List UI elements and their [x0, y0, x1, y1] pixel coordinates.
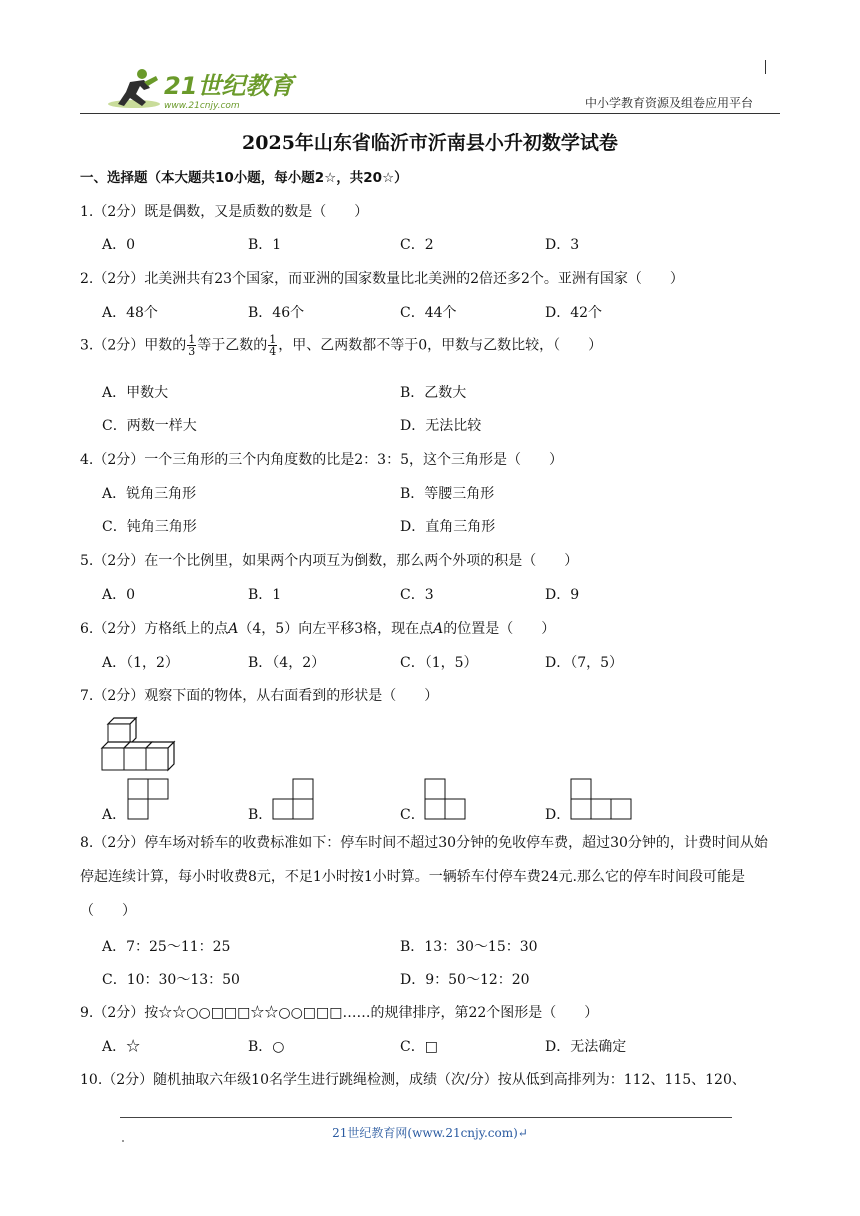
- q3-text-a: 3.（2分）甲数的: [80, 337, 187, 354]
- question-6: [80, 618, 555, 638]
- fraction-2-numerator: 1: [269, 333, 277, 346]
- q8-option-a: A．7：25～11：25: [102, 939, 231, 955]
- q6-option-a: A．（1，2）: [102, 655, 179, 671]
- q7-option-c: C．: [400, 807, 425, 823]
- question-1: 1.（2分）既是偶数，又是质数的数是（ ）: [80, 204, 369, 220]
- question-8: 8.（2分）停车场对轿车的收费标准如下：停车时间不超过30分钟的免收停车费，超过30分钟的，计费时间从始停起连续计算，每小时收费8元，不足1小时按1小时算。一辆轿车付停车费24元.那么它的停车时间段可能是（ ）: [80, 835, 768, 919]
- q3-text-b: 等于乙数的: [197, 337, 268, 354]
- option-c-view-icon: [424, 778, 468, 820]
- q7-option-a: A．: [102, 807, 127, 823]
- q2-option-a: A．48个: [102, 305, 158, 321]
- page-title: 2025年山东省临沂市沂南县小升初数学试卷: [242, 132, 618, 154]
- question-2: 2.（2分）北美洲共有23个国家，而亚洲的国家数量比北美洲的2倍还多2个。亚洲有国家（ ）: [80, 271, 684, 287]
- q3-option-c: C．两数一样大: [102, 418, 197, 434]
- q2-option-d: D．42个: [545, 305, 603, 321]
- footer-text: 21世纪教育网(www.21cnjy.com)↵: [332, 1126, 528, 1140]
- fraction-one-third: [187, 334, 196, 357]
- header-mark: [765, 60, 766, 74]
- question-7: 7.（2分）观察下面的物体，从右面看到的形状是（ ）: [80, 688, 439, 704]
- q2-option-c: C．44个: [400, 305, 457, 321]
- q8-option-c: C．10：30～13：50: [102, 972, 240, 988]
- question-10: 10.（2分）随机抽取六年级10名学生进行跳绳检测，成绩（次/分）按从低到高排列为：112、115、120、: [80, 1072, 746, 1088]
- q2-option-b: B．46个: [248, 305, 305, 321]
- fraction-1-denominator: 3: [188, 345, 196, 358]
- q9-option-c: C．□: [400, 1039, 438, 1055]
- q4-option-b: B．等腰三角形: [400, 486, 495, 502]
- q7-option-b: B．: [248, 807, 273, 823]
- header-platform-text: 中小学教育资源及组卷应用平台: [585, 96, 754, 110]
- option-b-view-icon: [272, 778, 334, 820]
- q1-option-a: A．0: [102, 237, 136, 253]
- q1-option-d: D．3: [545, 237, 580, 253]
- q6-text-a: 6.（2分）方格纸上的点: [80, 621, 229, 637]
- q4-option-c: C．钝角三角形: [102, 519, 197, 535]
- fraction-1-numerator: 1: [188, 333, 196, 346]
- cube-figure: [100, 716, 184, 774]
- q3-text-c: ，甲、乙两数都不等于0，甲数与乙数比较，（ ）: [278, 337, 603, 354]
- q3-option-d: D．无法比较: [400, 418, 482, 434]
- logo-text: 21世纪教育: [164, 72, 294, 100]
- q5-option-a: A．0: [102, 587, 136, 603]
- q1-option-c: C．2: [400, 237, 434, 253]
- q5-option-c: C．3: [400, 587, 434, 603]
- q6-option-c: C．（1，5）: [400, 655, 478, 671]
- fraction-one-fourth: [268, 334, 277, 357]
- q6-option-b: B．（4，2）: [248, 655, 326, 671]
- q6-text-b: （4，5）向左平移3格，现在点: [238, 621, 434, 637]
- question-4: 4.（2分）一个三角形的三个内角度数的比是2：3：5，这个三角形是（ ）: [80, 452, 563, 468]
- header-divider: [80, 113, 780, 114]
- option-a-view-icon: [127, 778, 169, 820]
- q9-option-a: A．☆: [102, 1039, 141, 1055]
- fraction-2-denominator: 4: [269, 345, 277, 358]
- q9-option-b: B．○: [248, 1039, 285, 1055]
- runner-logo-icon: [104, 66, 294, 112]
- logo-url: www.21cnjy.com: [164, 101, 240, 111]
- q5-option-b: B．1: [248, 587, 282, 603]
- question-3: [80, 334, 602, 357]
- q7-option-d: D．: [545, 807, 571, 823]
- q3-option-b: B．乙数大: [400, 385, 467, 401]
- q4-option-a: A．锐角三角形: [102, 486, 197, 502]
- q1-option-b: B．1: [248, 237, 282, 253]
- q6-text-c: 的位置是（ ）: [443, 621, 556, 637]
- q5-option-d: D．9: [545, 587, 580, 603]
- question-5: 5.（2分）在一个比例里，如果两个内项互为倒数，那么两个外项的积是（ ）: [80, 553, 579, 569]
- footer-dot: [122, 1140, 124, 1142]
- footer-divider: [120, 1117, 732, 1118]
- question-9: 9.（2分）按☆☆○○□□□☆☆○○□□□……的规律排序，第22个图形是（ ）: [80, 1005, 599, 1021]
- q9-option-d: D．无法确定: [545, 1039, 627, 1055]
- q6-option-d: D．（7，5）: [545, 655, 624, 671]
- logo: [104, 66, 294, 112]
- option-d-view-icon: [570, 778, 634, 820]
- q8-option-b: B．13：30～15：30: [400, 939, 538, 955]
- point-a-label-2: A: [433, 621, 444, 637]
- point-a-label: A: [228, 621, 239, 637]
- q3-option-a: A．甲数大: [102, 385, 169, 401]
- q8-option-d: D．9：50～12：20: [400, 972, 530, 988]
- q4-option-d: D．直角三角形: [400, 519, 496, 535]
- section-heading: 一、选择题（本大题共10小题，每小题2☆，共20☆）: [80, 170, 408, 186]
